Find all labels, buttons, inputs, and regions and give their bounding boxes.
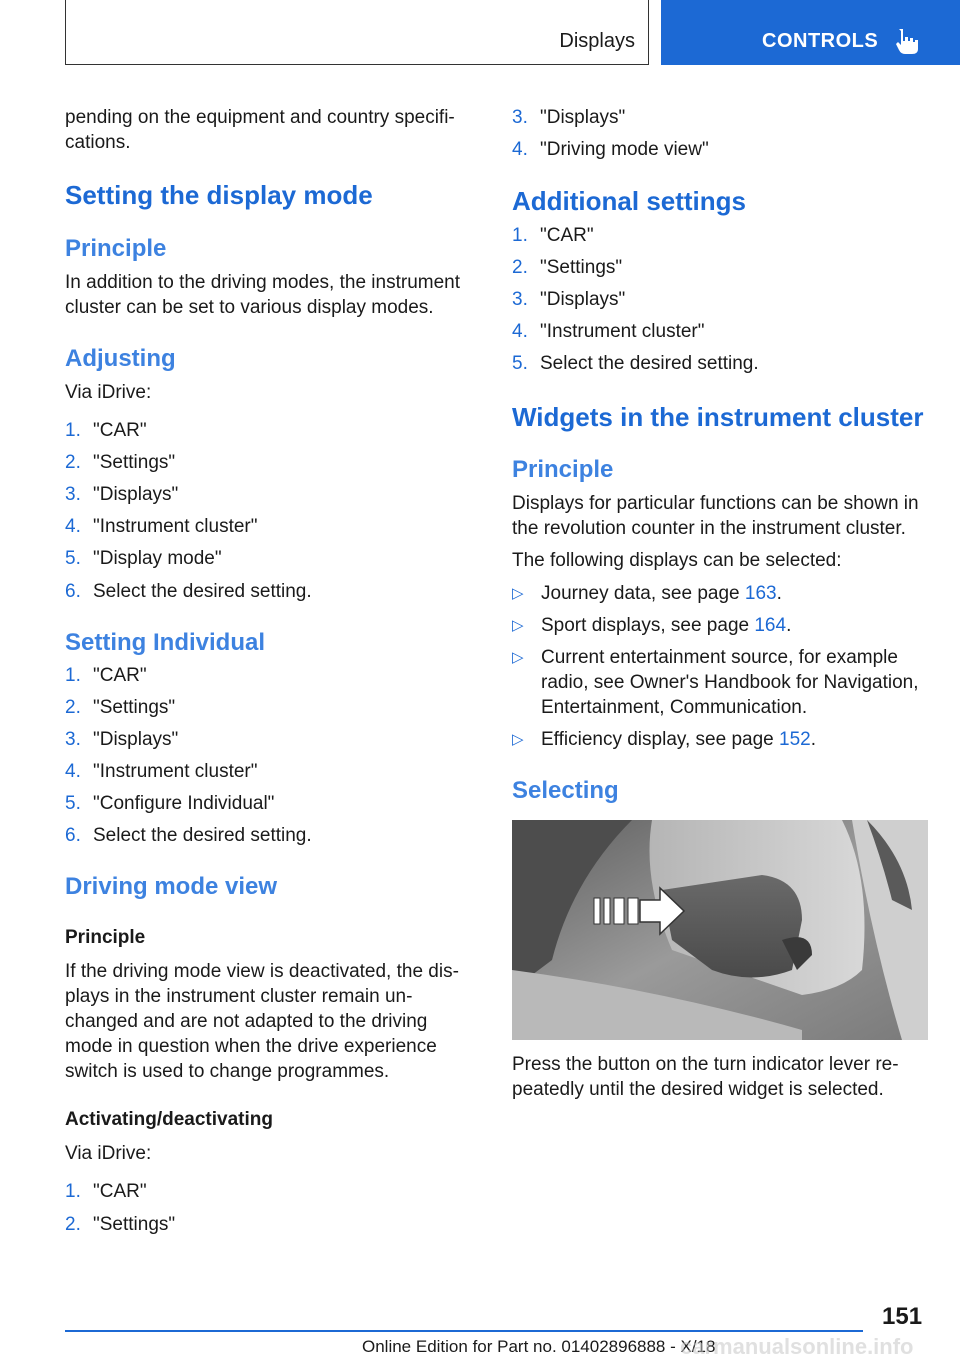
driving-view-text: changed and are not adapted to the driving	[65, 1011, 428, 1032]
subheading-principle: Principle	[65, 927, 146, 948]
widgets-text: The following displays can be selected:	[512, 550, 842, 571]
turn-indicator-lever-photo	[512, 820, 928, 1040]
intro-text: cations.	[65, 132, 131, 153]
widgets-text: the revolution counter in the instrument cluster.	[512, 518, 906, 539]
footer-edition: Online Edition for Part no. 01402896888 - X/18	[362, 1337, 716, 1356]
header-chapter-title: CONTROLS	[762, 30, 879, 52]
heading-selecting: Selecting	[512, 777, 619, 804]
heading-principle: Principle	[65, 235, 167, 262]
selecting-text: peatedly until the desired widget is selected.	[512, 1079, 884, 1100]
heading-setting-individual: Setting Individual	[65, 629, 266, 656]
pointing-hand-icon	[895, 27, 921, 55]
footer-divider	[65, 1330, 863, 1332]
via-idrive-text: Via iDrive:	[65, 1143, 152, 1164]
page-number: 151	[882, 1303, 923, 1330]
heading-driving-mode-view: Driving mode view	[65, 873, 278, 900]
header-section-box	[65, 0, 649, 65]
triangle-bullet-icon: ▷	[512, 649, 524, 666]
heading-widgets: Widgets in the instrument cluster	[512, 402, 924, 432]
intro-text: pending on the equipment and country specifi-	[65, 107, 455, 128]
widgets-text: Displays for particular functions can be shown in	[512, 493, 919, 514]
driving-view-text: plays in the instrument cluster remain un-	[65, 986, 413, 1007]
driving-view-text: mode in question when the drive experience	[65, 1036, 437, 1057]
triangle-bullet-icon: ▷	[512, 617, 524, 634]
heading-additional-settings: Additional settings	[512, 186, 746, 216]
header-chapter-box	[661, 0, 960, 65]
principle-text: In addition to the driving modes, the instrument	[65, 272, 461, 293]
header-section-title: Displays	[559, 30, 635, 52]
triangle-bullet-icon: ▷	[512, 585, 524, 602]
watermark: carmanualsonline.info	[680, 1334, 914, 1359]
heading-principle: Principle	[512, 456, 614, 483]
page-link[interactable]: 163	[744, 583, 777, 604]
page-link[interactable]: 152	[779, 729, 811, 750]
selecting-text: Press the button on the turn indicator lever re-	[512, 1054, 899, 1075]
via-idrive-text: Via iDrive:	[65, 382, 152, 403]
triangle-bullet-icon: ▷	[512, 731, 524, 748]
driving-view-text: If the driving mode view is deactivated, the dis-	[65, 961, 459, 982]
principle-text: cluster can be set to various display modes.	[65, 297, 434, 318]
heading-display-mode: Setting the display mode	[65, 180, 373, 210]
page-link[interactable]: 164	[754, 615, 787, 636]
driving-view-text: switch is used to change programmes.	[65, 1061, 390, 1082]
subheading-activating: Activating/deactivating	[65, 1109, 273, 1130]
heading-adjusting: Adjusting	[65, 345, 176, 372]
